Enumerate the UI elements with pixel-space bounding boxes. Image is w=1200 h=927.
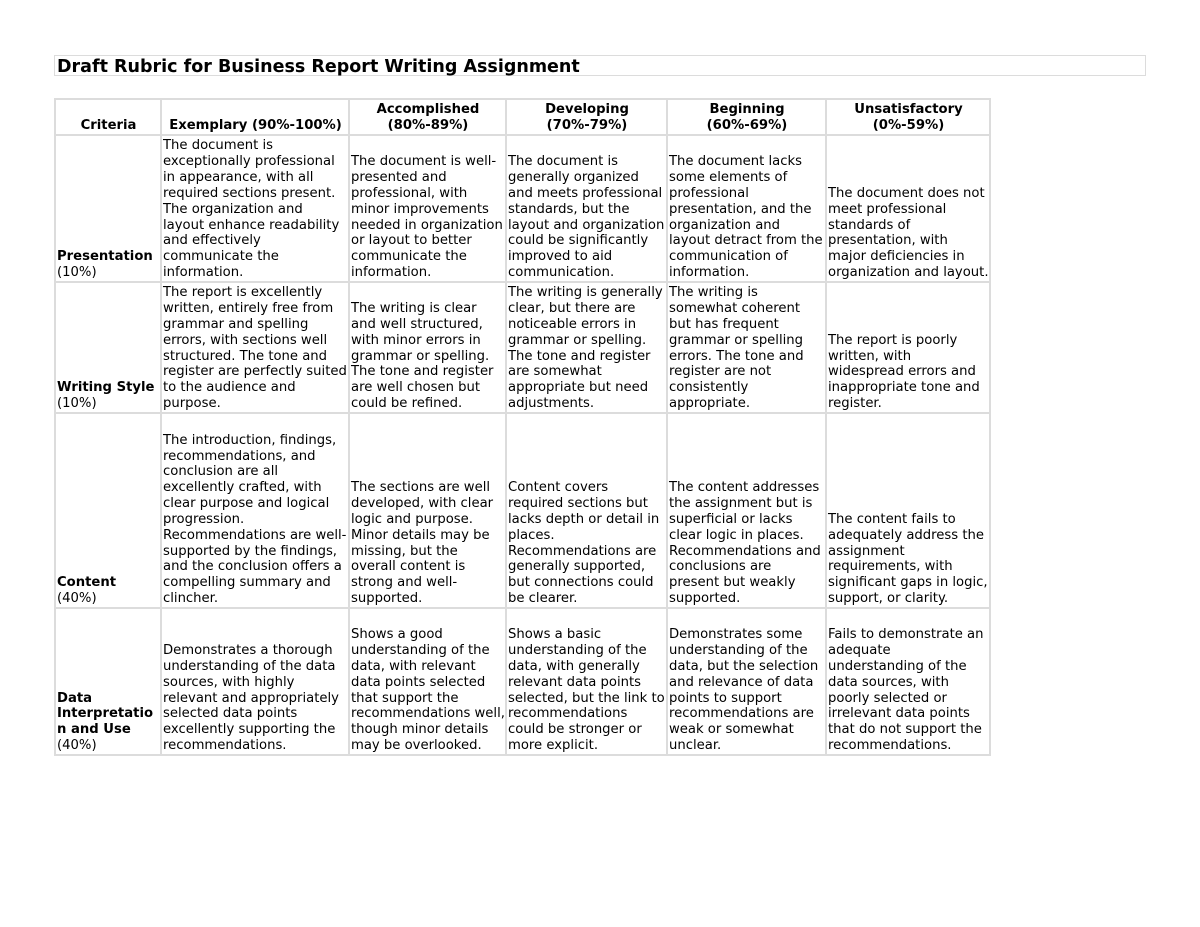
rubric-cell bbox=[506, 135, 667, 282]
header-beginning: Beginning (60%-69%) bbox=[667, 99, 826, 135]
criterion-weight: (10%) bbox=[57, 265, 97, 281]
cell-text: Fails to demonstrate an adequate understanding of the data sources, with poorly selected or irrelevant data points that do not support the recommendations. bbox=[828, 627, 984, 754]
criterion-name: Data Interpretation and Use bbox=[57, 690, 154, 738]
cell-text: The report is poorly written, with widespread errors and inappropriate tone and register. bbox=[828, 332, 980, 412]
header-accomplished: Accomplished (80%-89%) bbox=[349, 99, 506, 135]
rubric-cell bbox=[826, 608, 990, 755]
rubric-cell bbox=[506, 608, 667, 755]
cell-text: The introduction, findings, recommendations, and conclusion are all excellently crafted, with clear purpose and logical progression. Recommendations are well-supported by the findings, and the conclusion offers a compelling summary and clincher. bbox=[163, 432, 347, 607]
cell-text: The document does not meet professional standards of presentation, with major deficiencies in organization and layout. bbox=[828, 185, 989, 281]
header-developing: Developing (70%-79%) bbox=[506, 99, 667, 135]
rubric-cell bbox=[161, 282, 349, 413]
header-unsatisfactory: Unsatisfactory (0%-59%) bbox=[826, 99, 990, 135]
rubric-table bbox=[54, 98, 991, 756]
table-row bbox=[55, 282, 990, 413]
cell-text: The document is generally organized and meets professional standards, but the layout and organization could be significantly improved to aid communication. bbox=[508, 154, 665, 281]
cell-text: The writing is somewhat coherent but has frequent grammar or spelling errors. The tone and register are not consistently appropriate. bbox=[669, 285, 804, 412]
criterion-cell bbox=[55, 608, 161, 755]
cell-text: The sections are well developed, with clear logic and purpose. Minor details may be missing, but the overall content is strong and well-supported. bbox=[351, 480, 494, 607]
criterion-name: Content bbox=[57, 575, 117, 591]
table-row bbox=[55, 413, 990, 608]
criterion-name: Writing Style bbox=[57, 380, 155, 396]
rubric-cell bbox=[826, 413, 990, 608]
criterion-weight: (40%) bbox=[57, 738, 97, 754]
rubric-cell bbox=[667, 282, 826, 413]
rubric-cell bbox=[826, 135, 990, 282]
criterion-cell bbox=[55, 413, 161, 608]
document-title: Draft Rubric for Business Report Writing Assignment bbox=[57, 57, 580, 77]
cell-text: Content covers required sections but lacks depth or detail in places. Recommendations are generally supported, but connections could be clearer. bbox=[508, 480, 660, 607]
rubric-cell bbox=[161, 413, 349, 608]
rubric-cell bbox=[506, 413, 667, 608]
rubric-cell bbox=[667, 608, 826, 755]
rubric-cell bbox=[349, 413, 506, 608]
header-exemplary: Exemplary (90%-100%) bbox=[161, 99, 349, 135]
criterion-name: Presentation bbox=[57, 249, 153, 265]
table-row bbox=[55, 135, 990, 282]
rubric-cell bbox=[349, 282, 506, 413]
rubric-cell bbox=[161, 608, 349, 755]
criterion-weight: (10%) bbox=[57, 396, 97, 412]
cell-text: The report is excellently written, entirely free from grammar and spelling errors, with sections well structured. The tone and register are perfectly suited to the audience and purpose. bbox=[163, 285, 347, 412]
cell-text: The document is well-presented and professional, with minor improvements needed in organization or layout to better communicate the information. bbox=[351, 154, 503, 281]
criterion-cell bbox=[55, 282, 161, 413]
title-bar bbox=[54, 55, 1146, 76]
cell-text: Demonstrates a thorough understanding of the data sources, with highly relevant and appropriately selected data points excellently supporting the recommendations. bbox=[163, 643, 339, 754]
criterion-weight: (40%) bbox=[57, 591, 97, 607]
cell-text: Shows a good understanding of the data, with relevant data points selected that support the recommendations well, though minor details may be overlooked. bbox=[351, 627, 505, 754]
cell-text: The writing is clear and well structured, with minor errors in grammar or spelling. The tone and register are well chosen but could be refined. bbox=[351, 301, 494, 412]
cell-text: The writing is generally clear, but there are noticeable errors in grammar or spelling. The tone and register are somewhat appropriate but need adjustments. bbox=[508, 285, 663, 412]
rubric-cell bbox=[349, 608, 506, 755]
cell-text: The document is exceptionally professional in appearance, with all required sections present. The organization and layout enhance readability and effectively communicate the information. bbox=[163, 138, 340, 281]
criterion-cell bbox=[55, 135, 161, 282]
cell-text: Demonstrates some understanding of the data, but the selection and relevance of data points to support recommendations are weak or somewhat unclear. bbox=[669, 627, 819, 754]
cell-text: The document lacks some elements of professional presentation, and the organization and layout detract from the communication of information. bbox=[669, 154, 823, 281]
rubric-cell bbox=[667, 135, 826, 282]
header-criteria: Criteria bbox=[55, 99, 161, 135]
rubric-cell bbox=[349, 135, 506, 282]
rubric-cell bbox=[161, 135, 349, 282]
table-row bbox=[55, 608, 990, 755]
header-row bbox=[55, 99, 990, 135]
rubric-cell bbox=[826, 282, 990, 413]
cell-text: The content addresses the assignment but is superficial or lacks clear logic in places. Recommendations and conclusions are present but weakly supported. bbox=[669, 480, 821, 607]
cell-text: Shows a basic understanding of the data, with generally relevant data points selected, but the link to recommendations could be stronger or more explicit. bbox=[508, 627, 665, 754]
cell-text: The content fails to adequately address the assignment requirements, with significant gaps in logic, support, or clarity. bbox=[828, 511, 988, 607]
rubric-cell bbox=[506, 282, 667, 413]
rubric-cell bbox=[667, 413, 826, 608]
